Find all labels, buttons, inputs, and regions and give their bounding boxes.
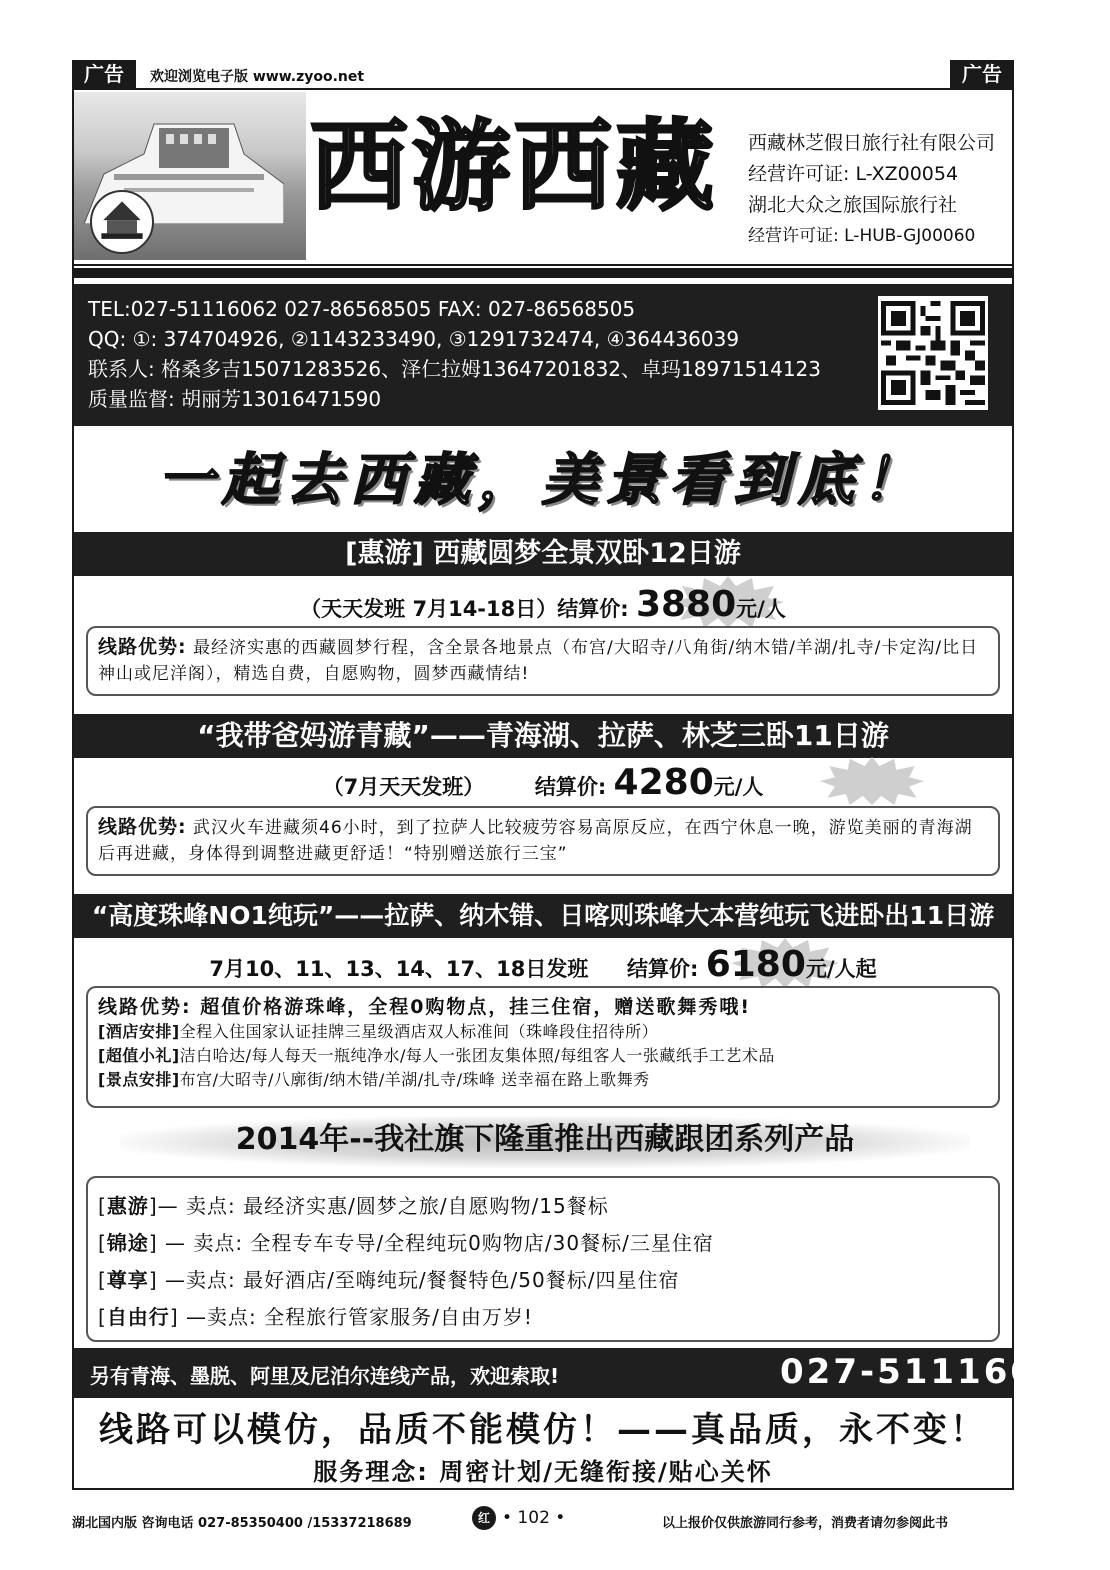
ad-label-right: 广告 [950, 60, 1014, 88]
company-name-1: 西藏林芝假日旅行社有限公司 [748, 132, 996, 154]
tour1-price-line [74, 584, 1012, 625]
series-item-ziyouxing: [自由行] —卖点: 全程旅行管家服务/自由万岁! [98, 1305, 533, 1329]
tour3-price-unit: 元/人起 [805, 957, 877, 981]
tour3-title-banner: “高度珠峰NO1纯玩”——拉萨、纳木错、日喀则珠峰大本营纯玩飞进卧出11日游 [74, 894, 1012, 938]
tour3-adv-head: 线路优势: 超值价格游珠峰，全程0购物点，挂三住宿，赠送歌舞秀哦! [98, 996, 752, 1018]
tour2-price-label: 结算价: [534, 775, 607, 799]
tour2-adv-label: 线路优势: [98, 816, 187, 838]
tour2-price-unit: 元/人 [713, 775, 764, 799]
series-item-text: —卖点: 最好酒店/至嗨纯玩/餐餐特色/50餐标/四星住宿 [157, 1268, 680, 1292]
tour3-price-line [74, 944, 1012, 985]
other-products-text: 另有青海、墨脱、阿里及尼泊尔连线产品，欢迎索取! [90, 1364, 560, 1388]
brand-title: 西游西藏 [310, 109, 719, 224]
tour3-price-label: 结算价: [626, 957, 699, 981]
other-products-bar [74, 1348, 1091, 1398]
tour2-price: 4280 [613, 762, 714, 803]
tour3-hotel-row [98, 1020, 988, 1044]
main-slogan: 一起去西藏，美景看到底！ [158, 448, 926, 513]
edition-info: 湖北国内版 咨询电话 027-85350400 /15337218689 [72, 1516, 412, 1531]
tour1-price-unit: 元/人 [736, 597, 786, 621]
tour1-schedule: （天天发班 7月14-18日）结算价: [300, 597, 629, 621]
red-badge-icon: 红 [472, 1506, 496, 1530]
website-url[interactable]: 欢迎浏览电子版 www.zyoo.net [150, 69, 365, 85]
series-item-text: — 卖点: 最经济实惠/圆梦之旅/自愿购物/15餐标 [157, 1194, 609, 1218]
hotel-label: [酒店安排] [98, 1022, 180, 1041]
disclaimer: 以上报价仅供旅游同行参考，消费者请勿参阅此书 [662, 1516, 949, 1531]
sight-label: [景点安排] [98, 1070, 180, 1089]
series-item-text: — 卖点: 全程专车专导/全程纯玩0购物店/30餐标/三星住宿 [157, 1231, 714, 1255]
quality-supervisor-line: 质量监督: 胡丽芳13016471590 [88, 387, 382, 411]
series-item-name: 惠游 [106, 1194, 149, 1218]
tour3-schedule: 7月10、11、13、14、17、18日发班 [209, 957, 589, 981]
ad-label-left: 广告 [72, 60, 136, 88]
tour2-schedule: （7月天天发班） [322, 775, 485, 799]
service-philosophy: 服务理念: 周密计划/无缝衔接/贴心关怀 [313, 1458, 773, 1486]
qq-line: QQ: ①: 374704926, ②1143233490, ③1291732474, ④364436039 [88, 327, 740, 351]
tour2-adv-text: 武汉火车进藏须46小时，到了拉萨人比较疲劳容易高原反应，在西宁休息一晚，游览美丽的青海湖后再进藏，身体得到调整进藏更舒适！“特别赠送旅行三宝” [98, 818, 973, 864]
tour1-adv-label: 线路优势: [98, 636, 187, 658]
series-item-text: —卖点: 全程旅行管家服务/自由万岁! [178, 1305, 533, 1329]
series-item-name: 尊享 [106, 1268, 149, 1292]
quality-slogan: 线路可以模仿，品质不能模仿！——真品质，永不变！ [99, 1410, 987, 1450]
contact-people-line: 联系人: 格桑多吉15071283526、泽仁拉姆13647201832、卓玛18971514123 [88, 357, 822, 381]
qr-code-icon[interactable] [878, 296, 988, 410]
series-item-zunxiang: [尊享] —卖点: 最好酒店/至嗨纯玩/餐餐特色/50餐标/四星住宿 [98, 1268, 680, 1292]
series-title: 2014年--我社旗下隆重推出西藏跟团系列产品 [120, 1116, 970, 1168]
tour3-sight-row [98, 1068, 988, 1092]
series-item-name: 自由行 [106, 1305, 170, 1329]
sight-text: 布宫/大昭寺/八廓街/纳木错/羊湖/扎寺/珠峰 送幸福在路上歌舞秀 [179, 1070, 650, 1089]
divider-thick [74, 268, 1012, 278]
page-number: • 102 • [502, 1508, 566, 1528]
tour1-adv-text: 最经济实惠的西藏圆梦行程，含全景各地景点（布宫/大昭寺/八角街/纳木错/羊湖/扎寺/卡定沟/比日神山或尼洋阁），精选自费，自愿购物，圆梦西藏情结! [98, 638, 979, 684]
potala-palace-photo [74, 92, 306, 260]
divider [74, 264, 1012, 266]
license-2: 经营许可证: L-HUB-GJ00060 [748, 226, 976, 246]
series-item-name: 锦途 [106, 1231, 149, 1255]
tour3-gift-row [98, 1044, 988, 1068]
travel-agency-emblem-icon [90, 190, 154, 254]
series-item-jintu: [锦途] — 卖点: 全程专车专导/全程纯玩0购物店/30餐标/三星住宿 [98, 1231, 714, 1255]
hotline-phone[interactable]: 027-51116062 [780, 1352, 1091, 1392]
company-info [748, 128, 1008, 252]
series-item-huiyou: [惠游]— 卖点: 最经济实惠/圆梦之旅/自愿购物/15餐标 [98, 1194, 609, 1218]
tour2-advantages [86, 806, 1000, 876]
tour1-price: 3880 [635, 584, 737, 625]
phone-fax-line[interactable]: TEL:027-51116062 027-86568505 FAX: 027-86568505 [88, 297, 636, 321]
gift-text: 洁白哈达/每人每天一瓶纯净水/每人一张团友集体照/每组客人一张藏纸手工艺术品 [179, 1046, 775, 1065]
company-name-2: 湖北大众之旅国际旅行社 [748, 194, 958, 216]
hotel-text: 全程入住国家认证挂牌三星级酒店双人标准间（珠峰段住招待所） [179, 1022, 659, 1041]
tour2-title-banner: “我带爸妈游青藏”——青海湖、拉萨、林芝三卧11日游 [74, 714, 1012, 758]
tour3-price: 6180 [705, 944, 806, 985]
tour2-price-line [74, 762, 1012, 803]
gift-label: [超值小礼] [98, 1046, 180, 1065]
tour1-title-banner: [惠游] 西藏圆梦全景双卧12日游 [74, 532, 1012, 576]
contact-lines [88, 294, 821, 414]
series-list [86, 1176, 1000, 1342]
tour3-advantages [86, 986, 1000, 1108]
tour1-advantages [86, 626, 1000, 696]
license-1: 经营许可证: L-XZ00054 [748, 163, 959, 185]
page-number-group [472, 1506, 565, 1530]
